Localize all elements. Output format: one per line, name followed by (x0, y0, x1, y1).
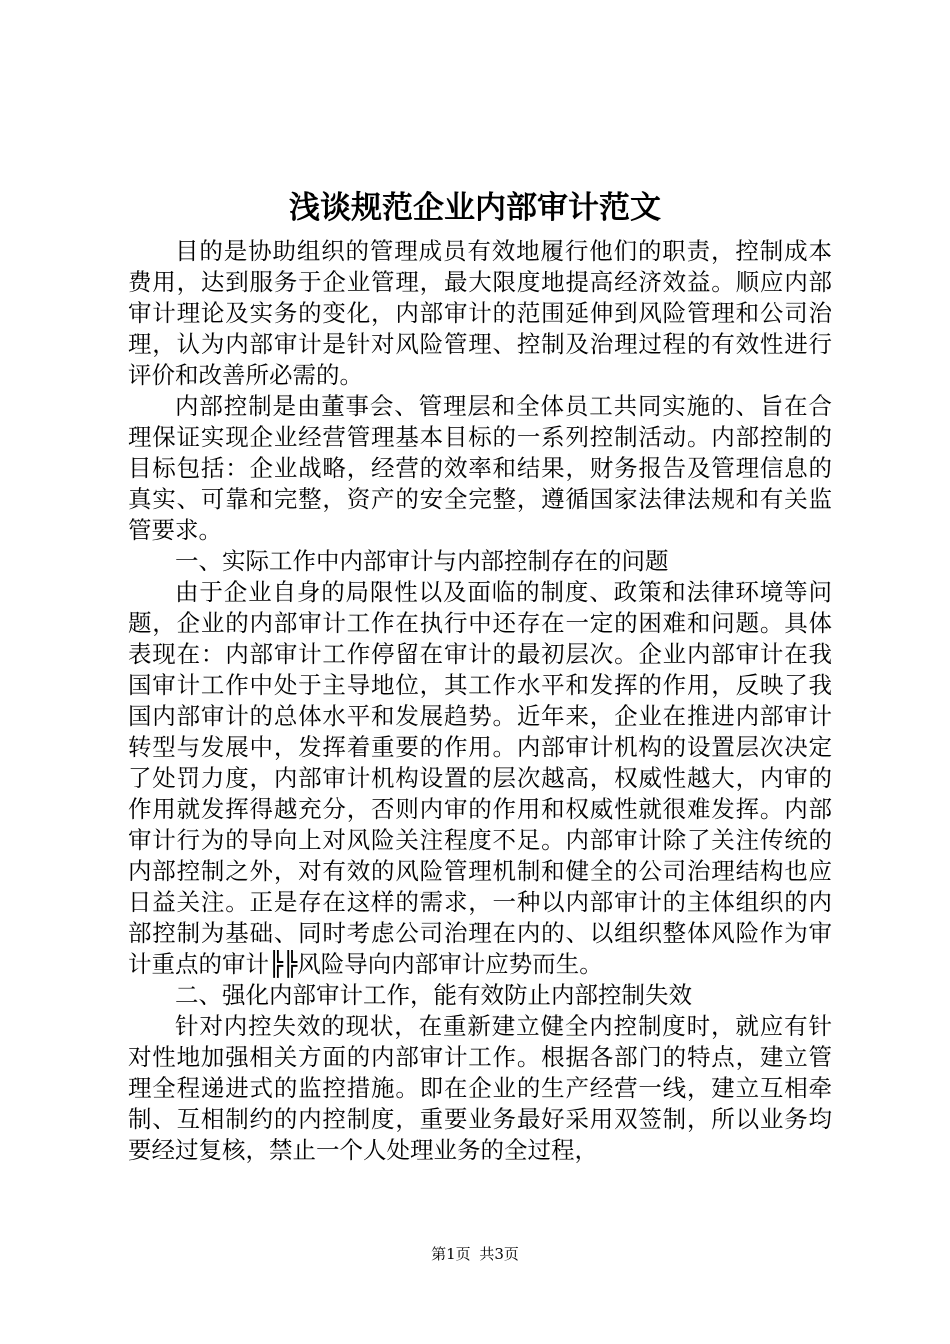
page-number: 第1页 (431, 1245, 471, 1263)
page-total: 共3页 (479, 1245, 519, 1263)
section-heading-2: 二、强化内部审计工作，能有效防止内部控制失效 (175, 981, 692, 1009)
document-title: 浅谈规范企业内部审计范文 (289, 190, 661, 226)
paragraph-1: 目的是协助组织的管理成员有效地履行他们的职责，控制成本费用，达到服务于企业管理，最大限度地提高经济效益。顺应内部审计理论及实务的变化，内部审计的范围延伸到风险管理和公司治理，认为内部审计是针对风险管理、控制及治理过程的有效性进行评价和改善所必需的。 (128, 237, 832, 389)
paragraph-2: 内部控制是由董事会、管理层和全体员工共同实施的、旨在合理保证实现企业经营管理基本目标的一系列控制活动。内部控制的目标包括：企业战略，经营的效率和结果，财务报告及管理信息的真实、可靠和完整，资产的安全完整，遵循国家法律法规和有关监管要求。 (128, 392, 832, 544)
section-heading-1: 一、实际工作中内部审计与内部控制存在的问题 (175, 547, 669, 575)
paragraph-3: 由于企业自身的局限性以及面临的制度、政策和法律环境等问题，企业的内部审计工作在执行中还存在一定的困难和问题。具体表现在：内部审计工作停留在审计的最初层次。企业内部审计在我国审计工作中处于主导地位，其工作水平和发挥的作用，反映了我国内部审计的总体水平和发展趋势。近年来，企业在推进内部审计转型与发展中，发挥着重要的作用。内部审计机构的设置层次决定了处罚力度，内部审计机构设置的层次越高，权威性越大，内审的作用就发挥得越充分，否则内审的作用和权威性就很难发挥。内部审计行为的导向上对风险关注程度不足。内部审计除了关注传统的内部控制之外，对有效的风险管理机制和健全的公司治理结构也应日益关注。正是存在这样的需求，一种以内部审计的主体组织的内部控制为基础、同时考虑公司治理在内的、以组织整体风险作为审计重点的审计╠╠风险导向内部审计应势而生。 (128, 578, 832, 978)
document-body (128, 236, 832, 1166)
page-footer (0, 1244, 950, 1264)
paragraph-4: 针对内控失效的现状，在重新建立健全内控制度时，就应有针对性地加强相关方面的内部审计工作。根据各部门的特点，建立管理全程递进式的监控措施。即在企业的生产经营一线，建立互相牵制、互相制约的内控制度，重要业务最好采用双签制，所以业务均要经过复核，禁止一个人处理业务的全过程， (128, 1012, 832, 1164)
